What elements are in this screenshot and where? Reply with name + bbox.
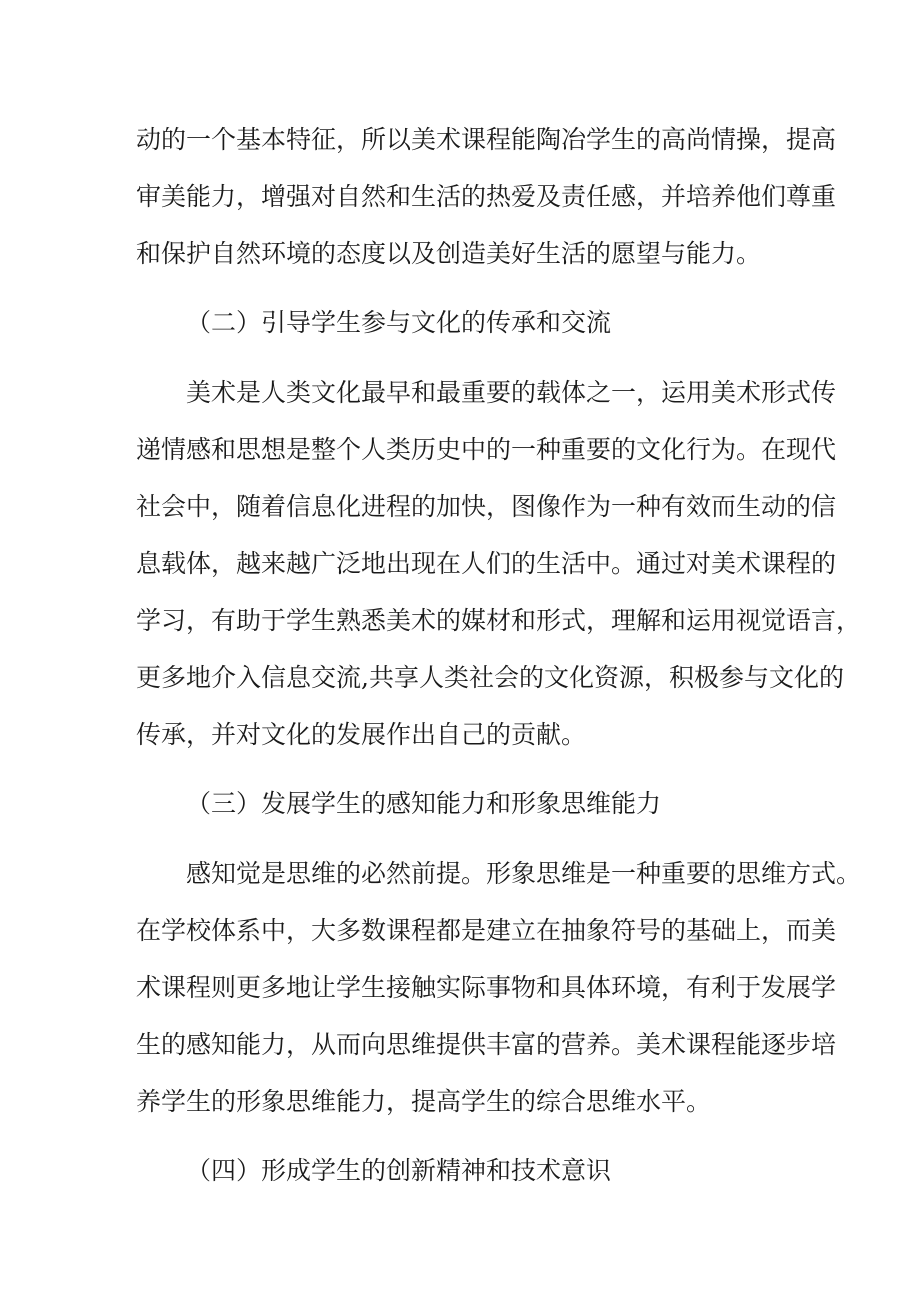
paragraph-line: 递情感和思想是整个人类历史中的一种重要的文化行为。在现代 <box>136 435 837 464</box>
paragraph-line: 审美能力，增强对自然和生活的热爱及责任感，并培养他们尊重 <box>136 182 837 211</box>
paragraph-line: 养学生的形象思维能力，提高学生的综合思维水平。 <box>136 1087 712 1116</box>
paragraph-line: 术课程则更多地让学生接触实际事物和具体环境，有利于发展学 <box>136 973 837 1002</box>
paragraph-line: 社会中，随着信息化进程的加快，图像作为一种有效而生动的信 <box>136 492 837 521</box>
paragraph-line: 和保护自然环境的态度以及创造美好生活的愿望与能力。 <box>136 239 762 268</box>
paragraph-line: 美术是人类文化最早和最重要的载体之一，运用美术形式传 <box>186 378 837 407</box>
paragraph-line: 息载体，越来越广泛地出现在人们的生活中。通过对美术课程的 <box>136 549 837 578</box>
paragraph-line: 更多地介入信息交流,共享人类社会的文化资源，积极参与文化的 <box>136 663 844 692</box>
paragraph-line: 感知觉是思维的必然前提。形象思维是一种重要的思维方式。 <box>186 859 862 888</box>
section-heading: （四）形成学生的创新精神和技术意识 <box>186 1156 612 1185</box>
section-heading: （三）发展学生的感知能力和形象思维能力 <box>186 789 662 818</box>
section-heading: （二）引导学生参与文化的传承和交流 <box>186 308 612 337</box>
paragraph-line: 生的感知能力，从而向思维提供丰富的营养。美术课程能逐步培 <box>136 1030 837 1059</box>
paragraph-line: 在学校体系中，大多数课程都是建立在抽象符号的基础上，而美 <box>136 916 837 945</box>
paragraph-line: 动的一个基本特征，所以美术课程能陶冶学生的高尚情操，提高 <box>136 125 837 154</box>
paragraph-line: 学习，有助于学生熟悉美术的媒材和形式，理解和运用视觉语言， <box>136 606 862 635</box>
paragraph-line: 传承，并对文化的发展作出自己的贡献。 <box>136 720 587 749</box>
